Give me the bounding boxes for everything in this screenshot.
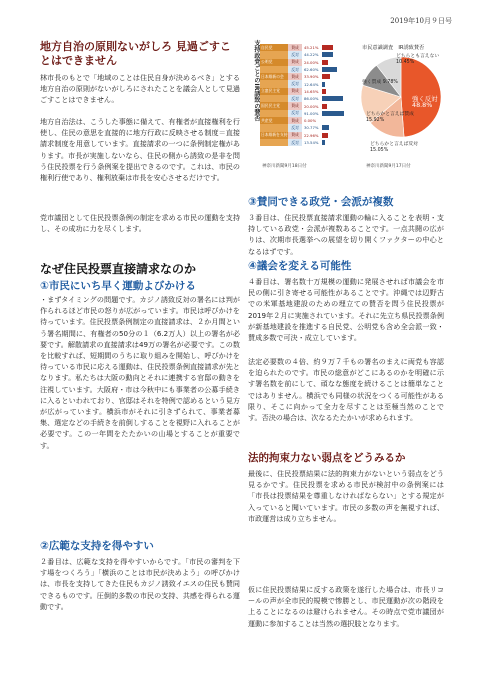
bar-row: [260, 102, 348, 109]
bar-row: [260, 80, 348, 87]
bar-row: [260, 66, 348, 73]
bar-series-label: 反対: [288, 51, 302, 58]
weak-point-body: 最後に、住民投票結果に法的拘束力がないという弱点をどう見るかです。住民投票を求める市民が検討中の条例案には「市長は投票結果を尊重しなければならない」とする規定が入っていると聞いています。市民の多数の声を無視すれば、市政運営は成り立ちません。: [248, 469, 444, 523]
bar-category-label: 自民党: [260, 44, 288, 51]
bar-value-label: 13.54%: [304, 140, 319, 145]
bar-mark: [322, 52, 333, 57]
bar-value-label: 45.21%: [304, 45, 319, 51]
bar-series-label: 反対: [288, 110, 302, 117]
bar-row: [260, 139, 348, 146]
pie-slice-label: どちらとも言えない 10.45%: [396, 54, 440, 65]
bar-series-label: 反対: [288, 66, 302, 73]
section-4-body: ４番目は、署名数十万規模の運動に発展させれば市議会を市民の側に引き寄せる可能性があることです。沖縄では辺野古での米軍基地建設のための埋立ての賛否を問う住民投票が2019年２月に実施されています。それに先立ち県民投票条例が新基地建設を推進する自民党、公明党も含め全会派一致・賛成多数で可決・成立しています。: [248, 277, 444, 343]
section-1-title: ①市民にいち早く運動よびかける: [40, 280, 196, 292]
lead-paragraph-3: 党市議団として住民投票条例の制定を求める市民の運動を支持し、その成功に力を尽くします。: [40, 213, 240, 234]
bar-mark: [322, 45, 333, 50]
bar-value-label: 0.00%: [304, 118, 317, 124]
bar-series-label: 賛成: [288, 132, 302, 139]
bar-series-label: 賛成: [288, 88, 302, 95]
bar-category-label: 国民民主党: [260, 102, 288, 109]
bar-row: [260, 88, 348, 95]
bar-series-label: 反対: [288, 124, 302, 131]
bar-value-label: 44.22%: [304, 52, 319, 58]
bar-value-label: 24.00%: [304, 59, 319, 65]
bar-mark: [322, 140, 325, 145]
section-4-title: ④議会を変える可能性: [248, 260, 352, 272]
bar-mark: [322, 111, 344, 116]
bar-mark: [322, 133, 328, 138]
issue-date: 2019年10月９日号: [390, 17, 452, 25]
bar-category-label: [260, 110, 288, 117]
bar-value-label: 91.00%: [304, 110, 319, 116]
section-2-body: ２番目は、広範な支持を得やすいからです。「市民の審判を下す場をつくろう」「横浜のことは市民が決めよう」の呼びかけは、市長を支持してきた住民もカジノ誘致イエスの住民も賛同できるものです。圧倒的多数の市民の支持、共感を得られる運動です。: [40, 557, 240, 611]
bar-row: [260, 44, 348, 51]
bar-category-label: 公明党: [260, 59, 288, 66]
bar-category-label: [260, 51, 288, 58]
bar-chart-source: 神奈川新聞9月18日付: [262, 164, 307, 169]
bar-row: [260, 132, 348, 139]
bar-row: [260, 59, 348, 66]
lead-headline: 地方自治の原則ないがしろ 見過ごすことはできません: [40, 40, 231, 67]
bar-value-label: 14.65%: [304, 88, 319, 94]
bar-row: [260, 51, 348, 58]
bar-category-label: 日本維新の会: [260, 73, 288, 80]
bar-category-label: 共産党: [260, 117, 288, 124]
pie-slice-label: どちらかと言えば反対 15.05%: [370, 142, 418, 153]
bar-value-label: 30.77%: [304, 125, 319, 131]
bar-value-label: 33.90%: [304, 74, 319, 80]
weak-point-headline: 法的拘束力ない弱点をどうみるか: [248, 452, 406, 464]
pie-chart-title: 市民意識調査 IR誘致賛否: [362, 45, 425, 51]
bar-category-label: [260, 66, 288, 73]
lead-paragraph-2: 地方自治法は、こうした事態に備えて、有権者が直接権利を行使し、住民の意思を直接的に地方行政に反映させる制度＝直接請求制度を用意しています。直接請求の一つに条例制定権があります。市長が実施しないなら、住民の側から誘致の是非を問う住民投票を行う条例案を提出できるのです。これは、市民の権利行使であり、権利放棄は市長を安心させるだけです。: [40, 117, 240, 183]
bar-mark: [322, 89, 326, 94]
bar-category-label: [260, 95, 288, 102]
pie-chart-source: 神奈川新聞9月17日付: [366, 164, 411, 169]
bar-mark: [322, 82, 325, 87]
bar-row: [260, 124, 348, 131]
section-1-body: ・まずタイミングの問題です。カジノ誘致反対の署名には判が作られるほど市民の怒りが広がっています。市民は呼びかけを待っています。住民投票条例制定の直接請求は、２か月間という署名期間に、有権者の50分の１（6.2万人）以上の署名が必要です。解散請求の直接請求は49万の署名が必要です。この数を比較すれば、短期間のうちに取り組みを開始し、呼びかけを待っている市民に応える運動は、住民投票条例直接請求が先となります。私たちは大阪の動向とそれに連携する官邸の動きを注視しています。大阪府・市は今秋中にも事業者の公募手続きに入るといわれており、官邸はそれを特例で認めるという見方が広がっています。横浜市がそれに引きずられて、事業者募集、選定などの手続きを前倒しすることを視野に入れることが必要です。この一年間をたたかいの山場とすることが重要です。: [40, 295, 240, 450]
bar-mark: [322, 104, 327, 109]
ir-charts: [246, 32, 446, 180]
bar-row: [260, 73, 348, 80]
section-3-title: ③賛同できる政党・会派が複数: [248, 196, 394, 208]
party-bar-chart: [260, 44, 348, 146]
weak-point-body-2: 仮に住民投票結果に反する政策を遂行した場合は、市長リコールの声が全市民的規模で惨勝とし、市民運動が次の階段を上ることになるのは避けられません。その時点で党市議団が運動に参加することは当然の選択肢となります。: [248, 585, 444, 628]
bar-value-label: 22.96%: [304, 132, 319, 138]
bar-mark: [322, 96, 343, 101]
bar-mark: [322, 74, 330, 79]
bar-category-label: [260, 80, 288, 87]
bar-value-label: 86.00%: [304, 96, 319, 102]
bar-category-label: [260, 139, 288, 146]
section-4-body-2: 法定必要数の４倍、約９万７千もの署名のまえに両党も容認を迫られたのです。市民の総意がどこにあるのかを明確に示す署名数を前にして、頑なな態度を続けることは簡単なことではありません。横浜でも同様の状況をつくる可能性がある限り、そこに向かって全力を尽すことは至極当然のことです。否決の場合は、次なるたたかいが求められます。: [248, 357, 444, 423]
bar-row: [260, 110, 348, 117]
bar-category-label: [260, 124, 288, 131]
bar-value-label: 62.60%: [304, 67, 319, 73]
bar-chart-title: 支持政党ごとのIR誘致の賛否: [253, 40, 260, 122]
bar-series-label: 賛成: [288, 44, 302, 51]
bar-series-label: 反対: [288, 80, 302, 87]
bar-row: [260, 117, 348, 124]
pie-slice-label: 強く反対 48.8%: [412, 95, 438, 109]
pie-slice-label: どちらかと言えば賛成 15.92%: [366, 112, 414, 123]
bar-mark: [322, 125, 329, 130]
bar-category-label: 立憲民主党: [260, 88, 288, 95]
bar-category-label: 日本維新を支持: [261, 132, 288, 138]
bar-mark: [322, 67, 337, 72]
bar-series-label: 反対: [288, 139, 302, 146]
bar-value-label: 12.64%: [304, 81, 319, 87]
pie-slice-label: 強く賛成 9.78%: [362, 80, 398, 85]
section-2-title: ②広範な支持を得やすい: [40, 540, 154, 552]
section-3-body: ３番目は、住民投票直接請求運動の輪に入ることを表明・支持している政党・会派が複数あることです。一点共闘の広がりは、次期市長選挙への展望を切り開くファクターの中心となるはずです。: [248, 213, 444, 256]
section-why-headline: なぜ住民投票直接請求なのか: [40, 262, 197, 276]
lead-paragraph-1: 林市長のもとで「地域のことは住民自身が決めるべき」とする地方自治の原則がないがしろにされたことを議会人として見過ごすことはできません。: [40, 73, 240, 105]
bar-mark: [322, 60, 328, 65]
bar-series-label: 反対: [288, 95, 302, 102]
bar-row: [260, 95, 348, 102]
bar-series-label: 賛成: [288, 59, 302, 66]
bar-value-label: 20.00%: [304, 103, 319, 109]
bar-series-label: 賛成: [288, 102, 302, 109]
bar-series-label: 賛成: [288, 117, 302, 124]
bar-series-label: 賛成: [288, 73, 302, 80]
